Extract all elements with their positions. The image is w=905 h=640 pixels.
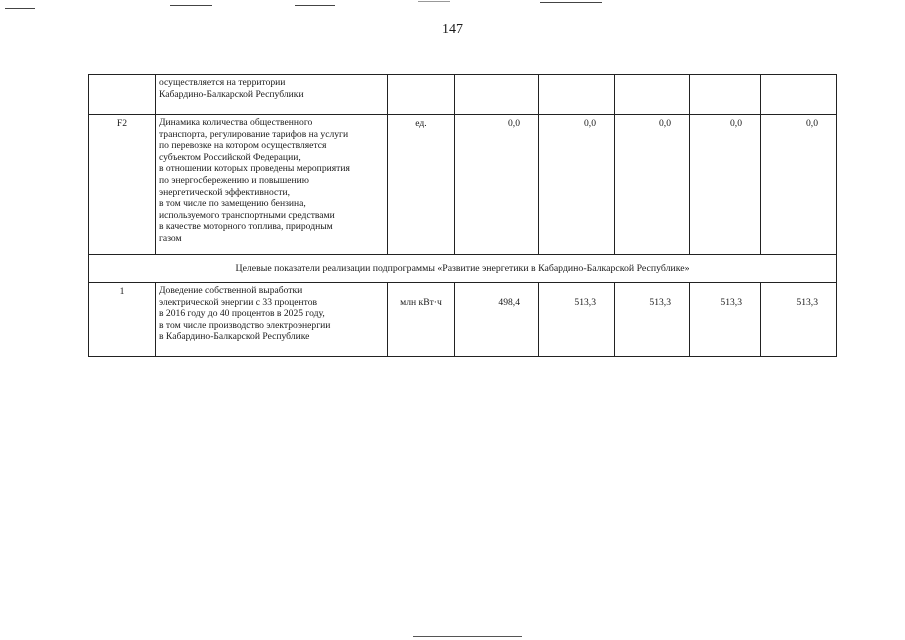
description-line: по энергосбережению и повышению bbox=[159, 174, 309, 186]
scan-mark bbox=[418, 1, 450, 2]
row-unit-cell: ед. bbox=[388, 115, 455, 255]
value-cell: 513,3 bbox=[539, 283, 615, 357]
value-cell: 0,0 bbox=[455, 115, 539, 255]
description-line: субъектом Российской Федерации, bbox=[159, 151, 301, 163]
row-code-cell: 1 bbox=[89, 283, 156, 357]
section-heading: Целевые показатели реализации подпрограммы «Развитие энергетики в Кабардино-Балкарской Республике» bbox=[89, 255, 837, 283]
value-cell bbox=[539, 75, 615, 115]
description-line: в том числе производство электроэнергии bbox=[159, 319, 331, 331]
value-cell: 0,0 bbox=[539, 115, 615, 255]
description-line: Кабардино-Балкарской Республики bbox=[159, 88, 304, 100]
value-cell bbox=[761, 75, 837, 115]
description-line: электрической энергии с 33 процентов bbox=[159, 296, 318, 308]
description-line: транспорта, регулирование тарифов на услуги bbox=[159, 128, 349, 140]
description-line: энергетической эффективности, bbox=[159, 186, 291, 198]
scan-mark bbox=[540, 2, 602, 3]
scan-mark bbox=[170, 5, 212, 6]
description-line: в том числе по замещению бензина, bbox=[159, 198, 306, 210]
scan-mark bbox=[413, 636, 522, 637]
value-cell: 0,0 bbox=[690, 115, 761, 255]
description-line: осуществляется на территории bbox=[159, 77, 286, 88]
description-line: газом bbox=[159, 232, 182, 244]
description-line: используемого транспортными средствами bbox=[159, 209, 335, 221]
value-cell: 513,3 bbox=[761, 283, 837, 357]
scan-mark bbox=[295, 5, 335, 6]
row-unit-cell bbox=[388, 75, 455, 115]
row-description-cell bbox=[156, 283, 388, 357]
description-line: в качестве моторного топлива, природным bbox=[159, 221, 333, 233]
table-row bbox=[89, 115, 837, 255]
table-row bbox=[89, 283, 837, 357]
value-cell bbox=[615, 75, 690, 115]
description-line: в Кабардино-Балкарской Республике bbox=[159, 331, 310, 343]
value-cell: 0,0 bbox=[615, 115, 690, 255]
row-code-cell bbox=[89, 75, 156, 115]
description-line: в отношении которых проведены мероприятия bbox=[159, 163, 350, 175]
row-description-cell bbox=[156, 115, 388, 255]
indicators-table bbox=[88, 74, 837, 357]
table-row bbox=[89, 75, 837, 115]
value-cell: 513,3 bbox=[690, 283, 761, 357]
description-line: в 2016 году до 40 процентов в 2025 году, bbox=[159, 308, 325, 320]
value-cell bbox=[455, 75, 539, 115]
description-line: по перевозке на котором осуществляется bbox=[159, 140, 327, 152]
value-cell: 0,0 bbox=[761, 115, 837, 255]
section-heading-row bbox=[89, 255, 837, 283]
row-code-cell: F2 bbox=[89, 115, 156, 255]
description-line: Доведение собственной выработки bbox=[159, 285, 303, 296]
value-cell bbox=[690, 75, 761, 115]
scan-mark bbox=[5, 8, 35, 9]
page-number: 147 bbox=[442, 22, 463, 37]
description-line: Динамика количества общественного bbox=[159, 117, 313, 128]
value-cell: 498,4 bbox=[455, 283, 539, 357]
row-unit-cell: млн кВт·ч bbox=[388, 283, 455, 357]
value-cell: 513,3 bbox=[615, 283, 690, 357]
row-description-cell bbox=[156, 75, 388, 115]
